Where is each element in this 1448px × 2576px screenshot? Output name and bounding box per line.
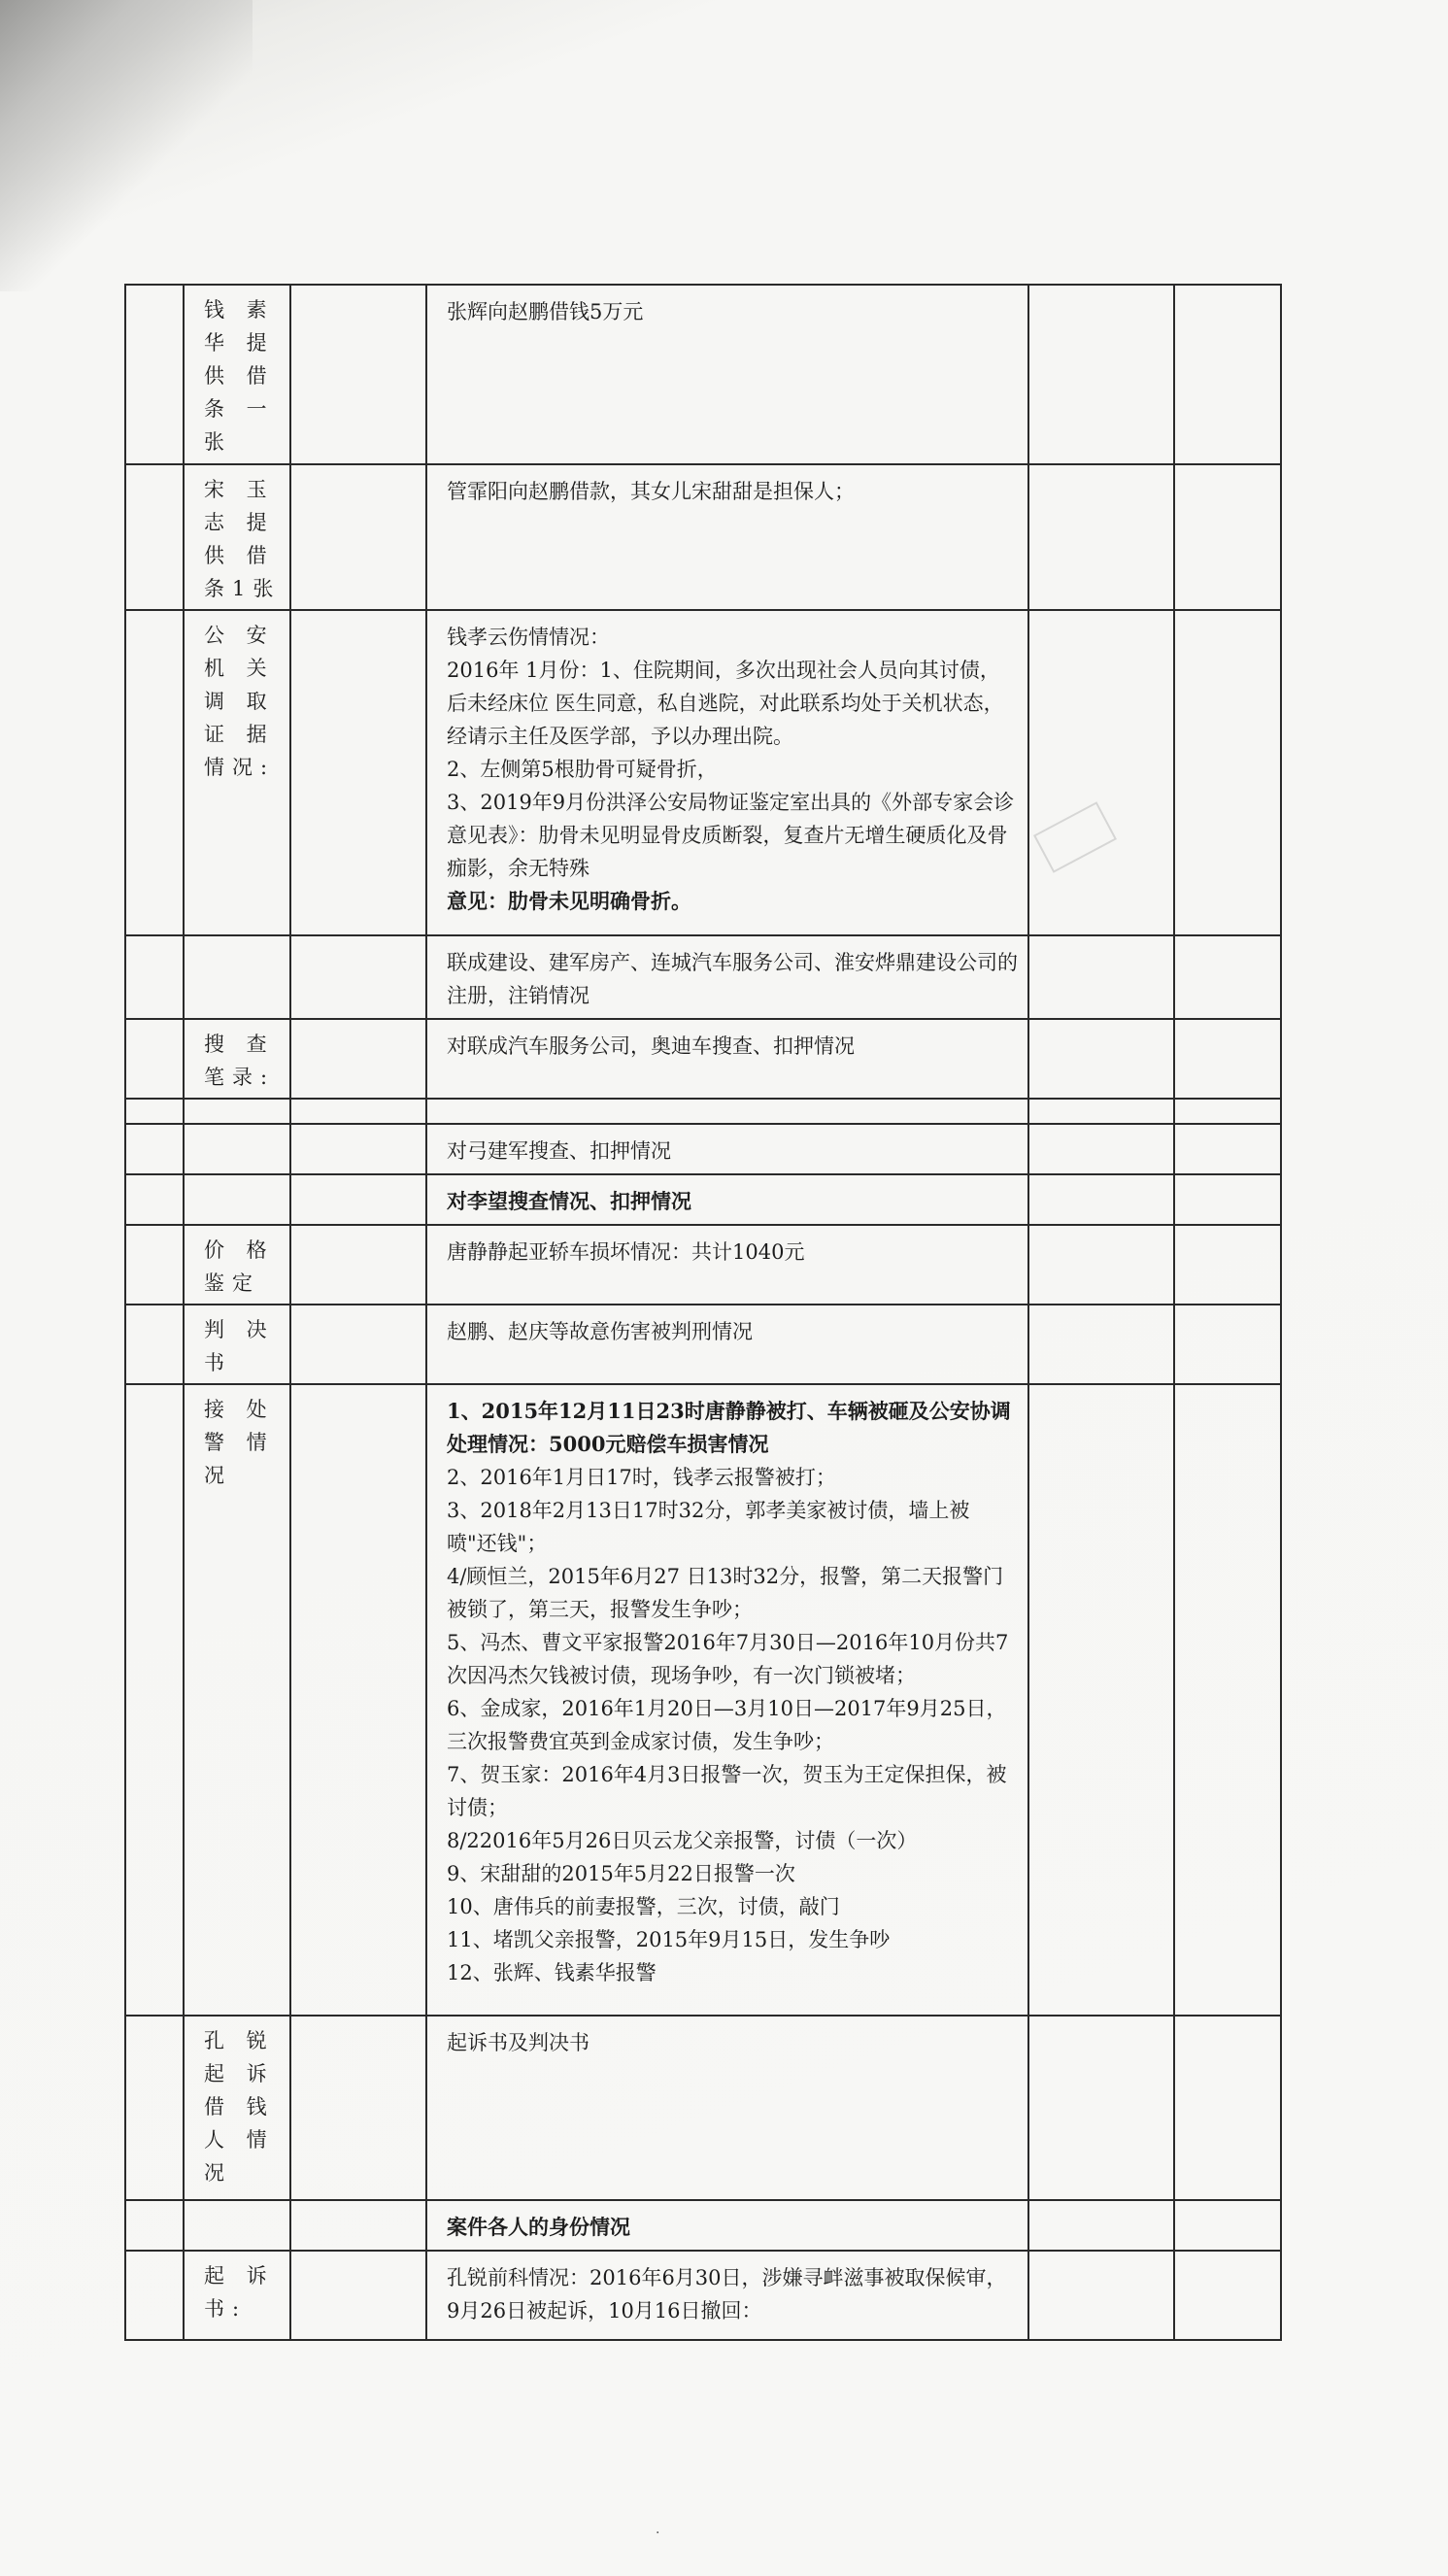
row-label — [184, 935, 290, 1019]
row-label: 钱 素 华 提 供 借 条 一 张 — [184, 285, 290, 464]
table-row — [125, 1124, 1281, 1174]
table-row — [125, 1174, 1281, 1225]
row-content: 对弓建军搜查、扣押情况 — [426, 1124, 1028, 1174]
row-label — [184, 1124, 290, 1174]
row-label — [184, 1174, 290, 1225]
table-row — [125, 1225, 1281, 1305]
table-row — [125, 2016, 1281, 2200]
table-row — [125, 610, 1281, 935]
page-dot-mark: · — [656, 2525, 660, 2541]
row-content: 1、2015年12月11日23时唐静静被打、车辆被砸及公安协调处理情况：5000元赔偿车损害情况 2、2016年1月日17时，钱孝云报警被打； 3、2018年2月13日17时32分，郭孝美家被讨债，墙上被喷"还钱"； 4/顾恒兰，2015年6月27 日13时32分，报警，第二天报警门被锁了，第三天，报警发生争吵； 5、冯杰、曹文平家报警2016年7月30日—2016年10月份共7次因冯杰欠钱被讨债，现场争吵，有一次门锁被堵； 6、金成家，2016年1月20日—3月10日—2017年9月25日，三次报警费宜英到金成家讨债，发生争吵； 7、贺玉家：2016年4月3日报警一次，贺玉为王定保担保，被讨债； 8/22016年5月26日贝云龙父亲报警，讨债（一次） 9、宋甜甜的2015年5月22日报警一次 10、唐伟兵的前妻报警，三次，讨债，敲门 11、堵凯父亲报警，2015年9月15日，发生争吵 12、张辉、钱素华报警 — [426, 1384, 1028, 2016]
row-content: 对联成汽车服务公司，奥迪车搜查、扣押情况 — [426, 1019, 1028, 1099]
row-label: 起 诉 书: — [184, 2251, 290, 2340]
row-label: 孔 锐 起 诉 借 钱 人 情 况 — [184, 2016, 290, 2200]
scan-corner-shadow — [0, 0, 253, 291]
row-content — [426, 1099, 1028, 1124]
row-content: 案件各人的身份情况 — [426, 2200, 1028, 2251]
row-content: 起诉书及判决书 — [426, 2016, 1028, 2200]
row-label: 判 决 书 — [184, 1305, 290, 1384]
row-label: 价 格 鉴定 — [184, 1225, 290, 1305]
row-content: 张辉向赵鹏借钱5万元 — [426, 285, 1028, 464]
row-content: 对李望搜查情况、扣押情况 — [426, 1174, 1028, 1225]
table-row — [125, 2251, 1281, 2340]
row-content: 钱孝云伤情情况： 2016年 1月份：1、住院期间，多次出现社会人员向其讨债，后未经床位 医生同意，私自逃院，对此联系均处于关机状态，经请示主任及医学部，予以办理出院。 2、左侧第5根肋骨可疑骨折， 3、2019年9月份洪泽公安局物证鉴定室出具的《外部专家会诊意见表》：肋骨未见明显骨皮质断裂，复查片无增生硬质化及骨痂影，余无特殊 意见：肋骨未见明确骨折。 — [426, 610, 1028, 935]
evidence-table — [124, 284, 1282, 2341]
table-row — [125, 935, 1281, 1019]
table-row — [125, 1019, 1281, 1099]
row-label — [184, 2200, 290, 2251]
row-content: 管霏阳向赵鹏借款，其女儿宋甜甜是担保人； — [426, 464, 1028, 610]
table-row — [125, 1384, 1281, 2016]
row-label: 宋 玉 志 提 供 借 条1张 — [184, 464, 290, 610]
table-row — [125, 285, 1281, 464]
row-content: 赵鹏、赵庆等故意伤害被判刑情况 — [426, 1305, 1028, 1384]
table-row — [125, 1099, 1281, 1124]
row-label: 搜 查 笔录: — [184, 1019, 290, 1099]
row-content: 孔锐前科情况：2016年6月30日，涉嫌寻衅滋事被取保候审，9月26日被起诉，10月16日撤回： — [426, 2251, 1028, 2340]
row-label: 接 处 警 情 况 — [184, 1384, 290, 2016]
row-label — [184, 1099, 290, 1124]
row-label: 公 安 机 关 调 取 证 据 情况: — [184, 610, 290, 935]
table-row — [125, 1305, 1281, 1384]
row-content: 唐静静起亚轿车损坏情况：共计1040元 — [426, 1225, 1028, 1305]
table-row — [125, 2200, 1281, 2251]
row-content: 联成建设、建军房产、连城汽车服务公司、淮安烨鼎建设公司的注册，注销情况 — [426, 935, 1028, 1019]
table-row — [125, 464, 1281, 610]
